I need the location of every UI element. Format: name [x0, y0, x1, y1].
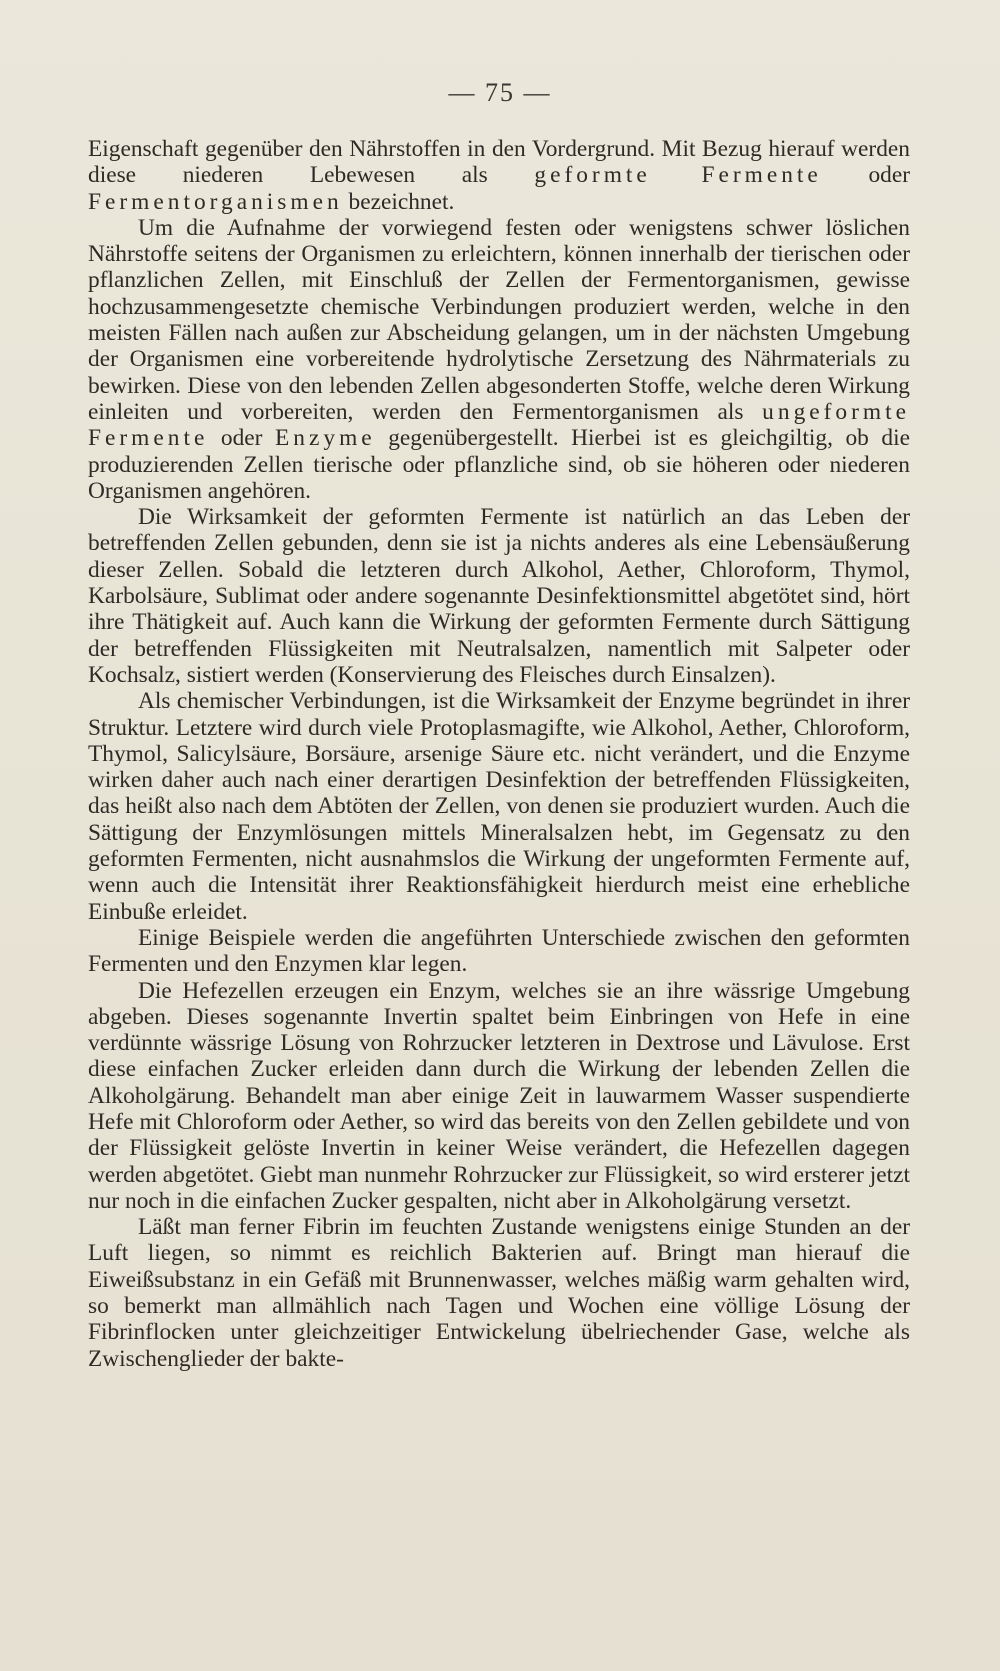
text-run: Die Wirksamkeit der geformten Fermente ist natürlich an das Leben der betreffenden Zellen gebunden, denn sie ist ja nichts anderes als eine Lebensäußerung dieser Zellen. Sobald die letzteren durch Alkohol, Aether, Chloroform, Thymol, Karbolsäure, Sublimat oder andere sogenannte Desinfektionsmittel abgetötet sind, hört ihre Thätigkeit auf. Auch kann die Wirkung der geformten Fermente durch Sättigung der betreffenden Flüssigkeiten mit Neutralsalzen, namentlich mit Salpeter oder Kochsalz, sistiert werden (Konservierung des Fleisches durch Einsalzen).	[88, 504, 910, 688]
paragraph	[88, 215, 910, 504]
emphasized-term: ungeformte Fermente	[88, 398, 910, 452]
paragraph	[88, 1214, 910, 1372]
text-run: Um die Aufnahme der vorwiegend festen oder wenigstens schwer löslichen Nährstoffe seitens der Organismen zu erleichtern, können innerhalb der tierischen oder pflanzlichen Zellen, mit Einschluß der Zellen der Fermentorganismen, gewisse hochzusammengesetzte chemische Verbindungen produziert werden, welche in den meisten Fällen nach außen zur Abscheidung gelangen, um in der nächsten Umgebung der Organismen eine vorbereitende hydrolytische Zersetzung des Nährmaterials zu bewirken. Diese von den lebenden Zellen abgesonderten Stoffe, welche deren Wirkung einleiten und vorbereiten, werden den Fermentorganismen als	[88, 214, 910, 425]
paragraph	[88, 504, 910, 688]
paragraph	[88, 688, 910, 925]
page-number: — 75 —	[448, 78, 552, 107]
text-run: gegenübergestellt. Hierbei ist es gleichgiltig, ob die produzierenden Zellen tierische oder pflanzliche sind, ob sie höheren oder niederen Organismen angehören.	[88, 425, 910, 504]
paragraph	[88, 925, 910, 978]
text-run: Läßt man ferner Fibrin im feuchten Zustande wenigstens einige Stunden an der Luft liegen, so nimmt es reichlich Bakterien auf. Bringt man hierauf die Eiweißsubstanz in ein Gefäß mit Brunnenwasser, welches mäßig warm gehalten wird, so bemerkt man allmählich nach Tagen und Wochen eine völlige Lösung der Fibrinflocken unter gleichzeitiger Entwickelung übelriechender Gase, welche als Zwischenglieder der bakte-	[88, 1214, 910, 1372]
text-run: Als chemischer Verbindungen, ist die Wirksamkeit der Enzyme begründet in ihrer Struktur. Letztere wird durch viele Protoplasmagifte, wie Alkohol, Aether, Chloroform, Thymol, Salicylsäure, Borsäure, arsenige Säure etc. nicht verändert, und die Enzyme wirken daher auch nach einer derartigen Desinfektion der betreffenden Flüssigkeiten, das heißt also nach dem Abtöten der Zellen, von denen sie produziert wurden. Auch die Sättigung der Enzymlösungen mittels Mineralsalzen hebt, im Gegensatz zu den geformten Fermenten, nicht ausnahmslos die Wirkung der ungeformten Fermente auf, wenn auch die Intensität ihrer Reaktionsfähigkeit hierdurch meist eine erhebliche Einbuße erleidet.	[88, 688, 910, 925]
body-text	[88, 136, 910, 1372]
text-run: bezeichnet.	[342, 188, 455, 215]
paragraph	[88, 978, 910, 1215]
emphasized-term: Enzyme	[275, 425, 376, 452]
paragraph	[88, 136, 910, 215]
emphasized-term: geformte Fermente	[534, 162, 822, 189]
text-run: oder	[208, 425, 276, 452]
text-run: Eigenschaft gegenüber den Nährstoffen in den Vordergrund. Mit Bezug hierauf werden diese niederen Lebewesen als	[88, 136, 910, 189]
text-run: Einige Beispiele werden die angeführten Unterschiede zwischen den geformten Fermenten und den Enzymen klar legen.	[88, 924, 910, 978]
text-run: Die Hefezellen erzeugen ein Enzym, welches sie an ihre wässrige Umgebung abgeben. Dieses sogenannte Invertin spaltet beim Einbringen von Hefe in eine verdünnte wässrige Lösung von Rohrzucker letzteren in Dextrose und Lävulose. Erst diese einfachen Zucker erleiden dann durch die Wirkung der lebenden Zellen die Alkoholgärung. Behandelt man aber einige Zeit in lauwarmem Wasser suspendierte Hefe mit Chloroform oder Aether, so wird das bereits von den Zellen gebildete und von der Flüssigkeit gelöste Invertin in keiner Weise verändert, die Hefezellen dagegen werden abgetötet. Giebt man nunmehr Rohrzucker zur Flüssigkeit, so wird ersterer jetzt nur noch in die einfachen Zucker gespalten, nicht aber in Alkoholgärung versetzt.	[88, 977, 910, 1214]
emphasized-term: Fermentorganismen	[88, 188, 343, 215]
text-run: oder	[821, 162, 911, 189]
